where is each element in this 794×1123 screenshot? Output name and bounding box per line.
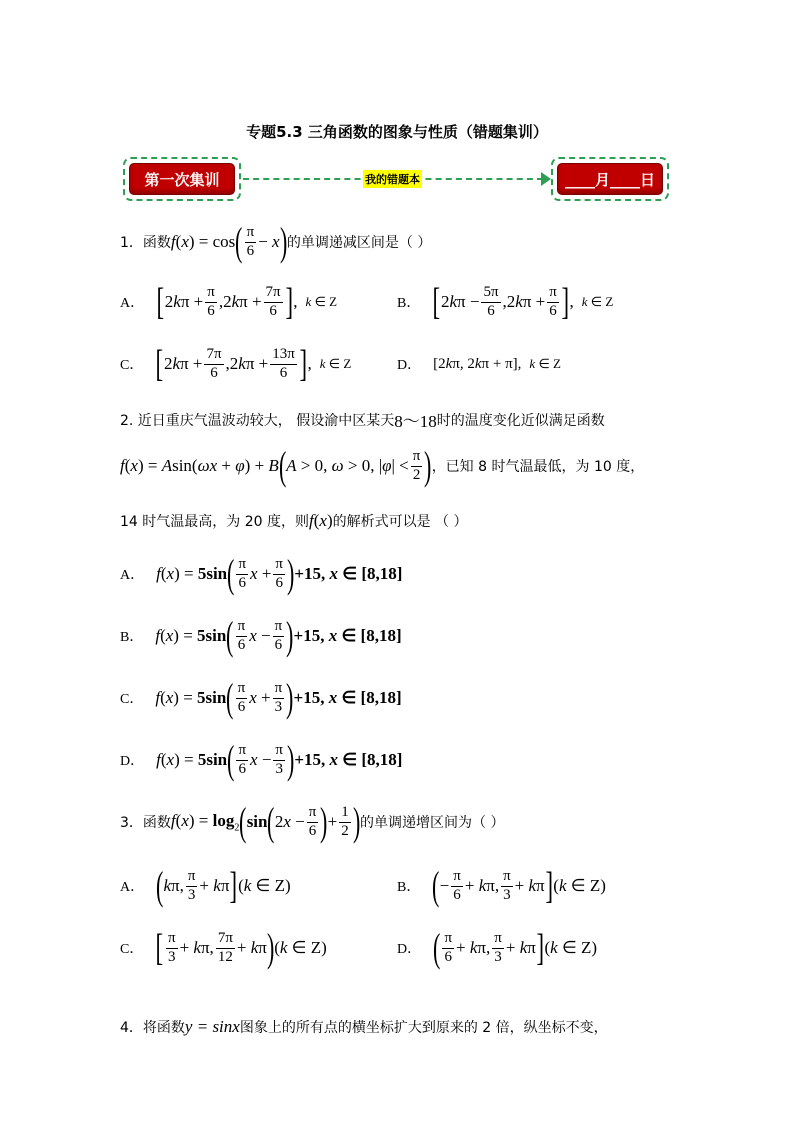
option-label: A． [120,296,145,311]
question-2-line-3: 14 时气温最高，为 20 度，则 f(x) 的解析式可以是 （ ） [120,511,468,530]
date-label: ____月____日 [557,163,663,195]
question-text: ，已知 8 时气温最低，为 10 度， [431,459,645,475]
question-number: 3． [120,815,143,831]
date-badge [551,157,669,201]
question-number: 1． [120,235,143,251]
question-3: 3． 函数 $f(x) = \log_2$ ( sin ( 2x − $\frac{\pi}{6}$ ) + $\frac{1}{2}$ ) 的单调递增区间为（ ） [120,799,505,844]
mistake-book-label: 我的错题本 [363,170,422,188]
option-label: D． [397,942,422,957]
q2-option-b[interactable]: B． f(x) = 5sin ( $\frac{\pi}{6}$ x − $\frac{\pi}{6}$ ) +15, x ∈ [8,18] [120,613,402,658]
question-text: 函数 [142,235,171,251]
question-text: 的解析式可以是 （ ） [332,514,468,530]
question-text: 函数 [142,815,171,831]
question-1: 1． 函数 f(x) = cos ( $\frac{\pi}{6}$ − x ) 的单调递减区间是（ ） [120,219,432,264]
option-label: B． [397,296,421,311]
q2-option-d[interactable]: D． f(x) = 5sin ( $\frac{\pi}{6}$ x − $\frac{\pi}{3}$ ) +15, x ∈ [8,18] [120,737,403,782]
question-text: 的单调递增区间为（ ） [360,815,505,831]
q1-option-c[interactable]: C． [ 2kπ + $\frac{7\pi}{6}$ ,2kπ + $\frac{13\pi}{6}$ ] , k ∈ Z [120,343,352,385]
page-title: 专题5.3 三角函数的图象与性质（错题集训） [246,123,548,141]
q2-option-a[interactable]: A． f(x) = 5sin ( $\frac{\pi}{6}$ x + $\frac{\pi}{6}$ ) +15, x ∈ [8,18] [120,551,403,596]
option-label: C． [120,942,144,957]
option-label: D． [397,358,422,373]
option-label: C． [120,358,144,373]
question-text: 2. 近日重庆气温波动较大， 假设渝中区某天 [120,412,395,429]
question-text: 图象上的所有点的横坐标扩大到原来的 2 倍，纵坐标不变， [239,1020,608,1036]
q2-option-c[interactable]: C． f(x) = 5sin ( $\frac{\pi}{6}$ x + $\frac{\pi}{3}$ ) +15, x ∈ [8,18] [120,675,402,720]
option-label: B． [120,630,144,645]
q3-option-c[interactable]: C． [ $\frac{\pi}{3}$ + kπ, $\frac{7\pi}{12}$ + kπ ) (k ∈ Z) [120,925,327,970]
option-label: A． [120,568,145,583]
option-label: A． [120,880,145,895]
function-expression: y = sinx [184,1017,240,1036]
q3-option-b[interactable]: B． ( − $\frac{\pi}{6}$ + kπ, $\frac{\pi}{3}$ + kπ ] (k ∈ Z) [397,863,606,908]
option-label: B． [397,880,421,895]
q1-option-b[interactable]: B． [ 2kπ − $\frac{5\pi}{6}$ ,2kπ + $\frac{\pi}{6}$ ] , k ∈ Z [397,281,614,323]
question-text: 14 时气温最高，为 20 度，则 [120,514,309,530]
question-text: 4．将函数 [120,1020,185,1036]
option-label: D． [120,754,145,769]
question-text: 的单调递减区间是（ ） [286,235,432,251]
q3-option-d[interactable]: D． ( $\frac{\pi}{6}$ + kπ, $\frac{\pi}{3}$ + kπ ] (k ∈ Z) [397,925,598,970]
first-training-badge [123,157,241,201]
q1-option-d[interactable]: D． [2kπ, 2kπ + π], k ∈ Z [397,355,561,373]
question-2-line-1 [120,407,605,432]
banner [123,157,669,203]
time-range: 8～18 [394,412,437,431]
formula: f(x) = cos [170,232,236,251]
first-training-label: 第一次集训 [129,163,235,195]
question-2-line-2: f(x) = Asin(ωx + φ) + B ( A > 0, ω > 0, |φ| < $\frac{\pi}{2}$ ) ，已知 8 时气温最低，为 10 度， [120,443,645,488]
arrow-right-icon [541,172,551,186]
q3-option-a[interactable]: A． ( kπ, $\frac{\pi}{3}$ + kπ ] (k ∈ Z) [120,863,291,908]
option-label: C． [120,692,144,707]
question-text: 时的温度变化近似满足函数 [436,412,605,429]
question-4 [120,1017,608,1037]
q1-option-a[interactable]: A． [ 2kπ + $\frac{\pi}{6}$ ,2kπ + $\frac{7\pi}{6}$ ] , k ∈ Z [120,281,338,323]
